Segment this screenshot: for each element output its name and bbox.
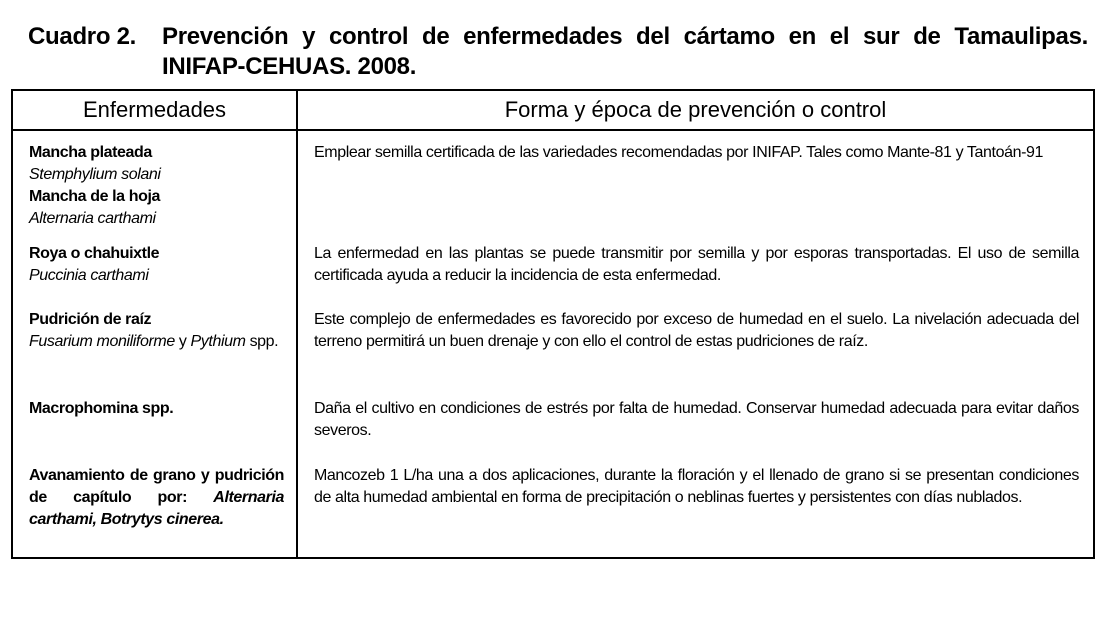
table-row [12, 243, 1094, 309]
disease-control-table [11, 89, 1095, 559]
disease-cell [12, 309, 297, 398]
control-cell: Mancozeb 1 L/ha una a dos aplicaciones, durante la floración y el llenado de grano si se presentan condiciones de alta humedad ambiental en forma de precipitación o neblinas fuertes y persistentes con días nublados. [314, 467, 1079, 506]
table-row [12, 130, 1094, 243]
control-cell: Daña el cultivo en condiciones de estrés por falta de humedad. Conservar humedad adecuada para evitar daños severos. [314, 400, 1079, 439]
disease-scientific-name: Pythium [190, 333, 246, 350]
disease-name: Mancha plateada [29, 144, 152, 161]
control-cell: Emplear semilla certificada de las variedades recomendadas por INIFAP. Tales como Mante-81 y Tantoán-91 [314, 144, 1043, 161]
disease-suffix: spp. [245, 333, 279, 350]
disease-scientific-name: Stemphylium solani [29, 166, 161, 183]
disease-connector: y [174, 333, 191, 350]
header-enfermedades: Enfermedades [12, 90, 297, 130]
control-cell: La enfermedad en las plantas se puede transmitir por semilla y por esporas transportadas. El uso de semilla certificada ayuda a reducir la incidencia de esta enfermedad. [314, 245, 1079, 284]
caption-title-line-2: INIFAP-CEHUAS. 2008. [162, 53, 417, 80]
disease-scientific-name: Puccinia carthami [29, 267, 149, 284]
table-row [12, 465, 1094, 558]
disease-name: Mancha de la hoja [29, 188, 161, 205]
table-row [12, 309, 1094, 398]
table-header-row [12, 90, 1094, 130]
disease-scientific-name: Alternaria carthami [29, 210, 156, 227]
disease-name: Avanamiento de grano y pudrición de capítulo por: [29, 467, 284, 506]
disease-name: Roya o chahuixtle [29, 245, 160, 262]
disease-name: Pudrición de raíz [29, 311, 152, 328]
disease-cell [12, 243, 297, 309]
disease-scientific-name: Fusarium moniliforme [29, 333, 175, 350]
control-cell: Este complejo de enfermedades es favorecido por exceso de humedad en el suelo. La nivelación adecuada del terreno permitirá un buen drenaje y con ello el control de estas pudriciones de raíz. [314, 311, 1079, 350]
disease-scientific-name-block [29, 331, 284, 353]
table-row [12, 398, 1094, 465]
disease-cell [12, 398, 297, 465]
header-forma-control: Forma y época de prevención o control [297, 90, 1094, 130]
caption-title-line-1: Prevención y control de enfermedades del cártamo en el sur de Tamaulipas. [162, 23, 1088, 50]
disease-cell [12, 465, 297, 558]
disease-scientific-name: Alternaria carthami, Botrytys cinerea. [29, 489, 284, 528]
table-caption [28, 22, 1088, 82]
disease-cell [12, 130, 297, 243]
disease-name: Macrophomina spp. [29, 400, 174, 417]
caption-label: Cuadro 2. [28, 23, 136, 50]
